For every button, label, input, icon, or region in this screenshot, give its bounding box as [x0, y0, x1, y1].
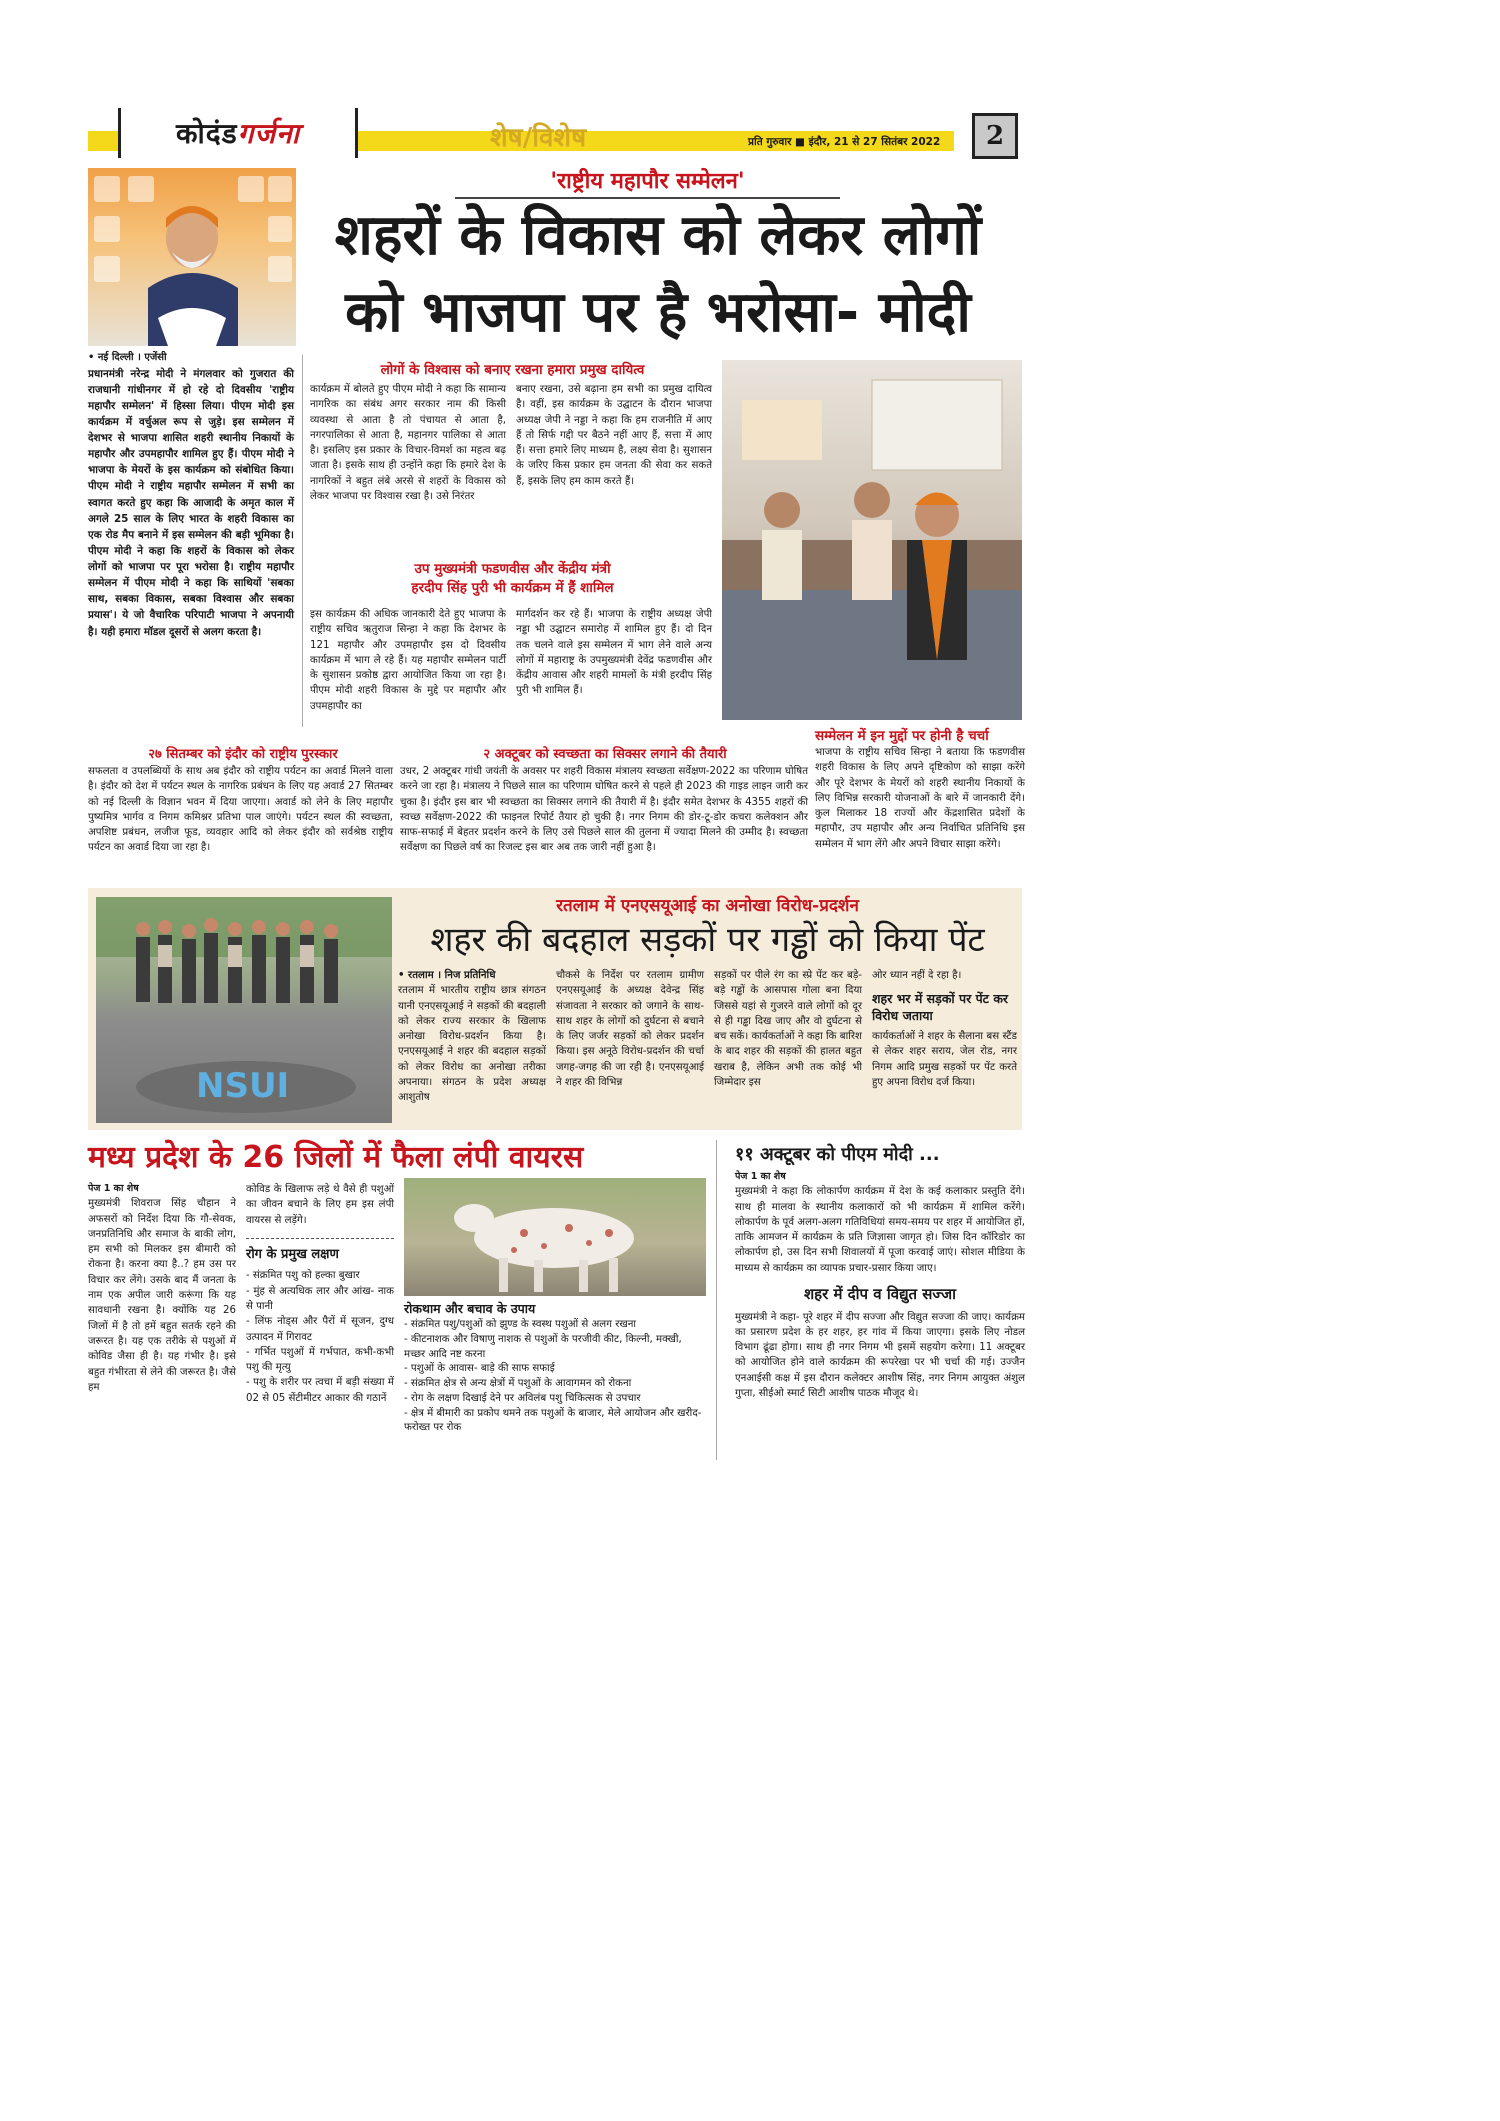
pm-visit-subtitle: शहर में दीप व विद्युत सज्जा	[803, 1285, 957, 1304]
ratlam-headline: शहर की बदहाल सड़कों पर गड्ढों को किया पेंट	[430, 920, 985, 960]
ratlam-kicker: रतलाम में एनएसयूआई का अनोखा विरोध-प्रदर्शन	[556, 896, 859, 916]
prevention-title: रोकथाम और बचाव के उपाय	[404, 1301, 536, 1316]
sub1-title: लोगों के विश्वास को बनाए रखना हमारा प्रमुख दायित्व	[380, 362, 645, 378]
logo-accent: गर्जना	[237, 117, 300, 150]
lumpy-headline: मध्य प्रदेश के 26 जिलों में फैला लंपी वायरस	[88, 1140, 584, 1175]
ratlam-col1-text: रतलाम में भारतीय राष्ट्रीय छात्र संगठन यानी एनएसयूआई ने सड़कों की बदहाली को लेकर राज्य सरकार के खिलाफ अनोखा विरोध-प्रदर्शन किया है। एनएसयूआई ने शहर की बदहाल सड़कों को लेकर विरोध का अनोखा तरीका अपनाया। संगठन के प्रदेश अध्यक्ष आशुतोष	[398, 985, 546, 1104]
ratlam-col4-title: शहर भर में सड़कों पर पेंट कर विरोध जताया	[872, 991, 1009, 1024]
sub1-col2: बनाए रखना, उसे बढ़ाना हम सभी का प्रमुख दायित्व है। वहीं, इस कार्यक्रम के उद्घाटन के दौरान भाजपा अध्यक्ष जेपी ने नड्डा ने कहा कि हम राजनीति में आए हैं तो सिर्फ गद्दी पर बैठने नहीं आए हैं, सत्ता में आए हैं। सत्ता हमारे लिए माध्यम है, लक्ष्य सेवा है। सुशासन के जरिए किस प्रकार हम जनता की सेवा कर सकते हैं, इसके लिए हम काम करते हैं।	[516, 384, 712, 487]
summit-photo	[722, 360, 1022, 720]
road-paint-text: NSUI	[196, 1066, 290, 1106]
pm-visit-continued: पेज 1 का शेष	[735, 1171, 786, 1182]
sub1-col1: कार्यक्रम में बोलते हुए पीएम मोदी ने कहा कि सामान्य नागरिक का संबंध अगर सरकार नाम की किसी व्यवस्था से आता है तो पंचायत से आता है, नगरपालिका से आता है, महानगर पालिका से आता है। इसलिए इस प्रकार के विचार-विमर्श का महत्व बढ़ जाता है। इसके साथ ही उन्होंने कहा कि हमारे देश के नागरिकों ने बहुत लंबे अरसे से शहरों के विकास को लेकर भाजपा पर विश्वास रखा है। उसे निरंतर	[310, 384, 506, 503]
modi-illustration	[88, 168, 296, 346]
symptom-item: - लिंफ नोड्स और पैरों में सूजन, दुग्ध उत्पादन में गिरावट	[246, 1316, 394, 1343]
column-rule	[302, 355, 303, 727]
lead-intro-text: प्रधानमंत्री नरेन्द्र मोदी ने मंगलवार को गुजरात की राजधानी गांधीनगर में हो रहे दो दिवसीय 'राष्ट्रीय महापौर सम्मेलन' में हिस्सा लिया। पीएम मोदी इस कार्यक्रम में वर्चुअल रूप से जुड़े। इस सम्मेलन में देशभर से भाजपा शासित शहरी स्थानीय निकायों के महापौर और उपमहापौर शामिल हुए हैं। पीएम मोदी ने भाजपा के मेयरों के इस कार्यक्रम को संबोधित किया। पीएम मोदी ने राष्ट्रीय महापौर सम्मेलन में सभी का स्वागत करते हुए कहा कि आजादी के अमृत काल में अगले 25 साल के लिए भारत के शहरी विकास का एक रोड मैप बनाने में इस सम्मेलन की बड़ी भूमिका है। पीएम मोदी ने कहा कि शहरों के विकास को लेकर लोगों को भाजपा पर पूरा भरोसा है। राष्ट्रीय महापौर सम्मेलन में पीएम मोदी ने कहा कि साथियों 'सबका साथ, सबका विकास, सबका विश्वास और सबका प्रयास'। ये जो वैचारिक परिपाटी भाजपा ने अपनायी है। यही हमारा मॉडल दूसरों से अलग करता है।	[88, 367, 294, 638]
ratlam-col4	[872, 968, 1017, 1090]
lead-kicker: 'राष्ट्रीय महापौर सम्मेलन'	[455, 165, 840, 199]
ratlam-col4-top: ओर ध्यान नहीं दे रहा है।	[872, 970, 962, 981]
pm-visit-body2: मुख्यमंत्री ने कहा- पूरे शहर में दीप सज्जा और विद्युत सज्जा की जाए। कार्यक्रम का प्रसारण प्रदेश के हर शहर, हर गांव में किया जाएगा। इसके लिए नोडल विभाग ढूंढा होगा। साथ ही नगर निगम भी इसमें सहयोग करेगा। 11 अक्टूबर को आयोजित होने वाले कार्यक्रम की रूपरेखा पर भी चर्चा की गई। उज्जैन एनआईसी कक्ष में इस दौरान कलेक्टर आशीष सिंह, नगर निगम आयुक्त अंशुल गुप्ता, सीईओ स्मार्ट सिटी आशीष पाठक मौजूद थे।	[735, 1311, 1025, 1400]
modi-photo	[88, 168, 296, 346]
indore-award-title: २७ सितम्बर को इंदौर को राष्ट्रीय पुरस्कार	[148, 747, 338, 762]
ratlam-col1	[398, 968, 546, 1106]
prevention-item: - पशुओं के आवास- बाड़े की साफ सफाई	[404, 1363, 555, 1375]
symptom-item: - मुंह से अत्यधिक लार और आंख- नाक से पानी	[246, 1285, 394, 1312]
pm-visit-body1: मुख्यमंत्री ने कहा कि लोकार्पण कार्यक्रम में देश के कई कलाकार प्रस्तुति देंगे। साथ ही मालवा के स्थानीय कलाकारों को भी कार्यक्रम में शामिल करेंगे। लोकार्पण के पूर्व अलग-अलग गतिविधियां समय-समय पर शहर में आयोजित हों, ताकि आमजन में कार्यक्रम के प्रति जिज्ञासा जागृत हो। जिस दिन कॉरिडोर का लोकार्पण हो, उस दिन सभी शिवालयों में पूजा करवाई जाएं। सोशल मीडिया के माध्यम से कार्यक्रम का व्यापक प्रचार-प्रसार किया जाए।	[735, 1186, 1025, 1274]
sub2-col1: इस कार्यक्रम की अधिक जानकारी देते हुए भाजपा के राष्ट्रीय सचिव ऋतुराज सिन्हा ने कहा कि देशभर के 121 महापौर और उपमहापौर इस दो दिवसीय कार्यक्रम में भाग ले रहे हैं। यह महापौर सम्मेलन पार्टी के सुशासन प्रकोष्ठ द्वारा आयोजित किया जा रहा है। पीएम मोदी शहरी विकास के मुद्दे पर महापौर और उपमहापौर का	[310, 609, 506, 712]
sub2-title	[310, 560, 715, 598]
section-label: शेष/विशेष	[490, 123, 587, 153]
prevention-item: - संक्रमित क्षेत्र से अन्य क्षेत्रों में पशुओं के आवागमन को रोकना	[404, 1378, 632, 1390]
ratlam-col3: सड़कों पर पीले रंग का स्प्रे पेंट कर बड़े-बड़े गड्ढों के आसपास गोला बना दिया जिससे यहां से गुजरने वाले लोगों को दूर से ही गड्ढा दिख जाए और वो दुर्घटना से बच सकें। कार्यकर्ताओं ने कहा कि बारिश के बाद शहर की सड़कों की हालत बहुत खराब है, लेकिन अभी तक कोई भी जिम्मेदार इस	[714, 970, 862, 1089]
symptoms-list	[246, 1268, 394, 1406]
prevention-item: - कीटनाशक और विषाणु नाशक से पशुओं के परजीवी कीट, किल्नी, मक्खी, मच्छर आदि नष्ट करना	[404, 1333, 682, 1360]
logo-main: कोदंड	[176, 117, 238, 150]
ratlam-photo	[96, 897, 392, 1123]
lumpy-col1	[88, 1182, 236, 1395]
prevention-item: - संक्रमित पशु/पशुओं को झुण्ड के स्वस्थ पशुओं से अलग रखना	[404, 1319, 636, 1330]
symptom-item: - गर्भित पशुओं में गर्भपात, कभी-कभी पशु की मृत्यु	[246, 1346, 394, 1374]
page-number: 2	[972, 113, 1018, 159]
symptom-item: - पशु के शरीर पर त्वचा में बड़ी संख्या में 02 से 05 सेंटीमीटर आकार की गठानें	[246, 1377, 394, 1404]
cleanliness-body: उधर, 2 अक्टूबर गांधी जयंती के अवसर पर शहरी विकास मंत्रालय स्वच्छता सर्वेक्षण-2022 का परिणाम घोषित करने जा रहा है। मंत्रालय ने पिछले साल का परिणाम घोषित करने से पहले ही 2023 की गाइड लाइन जारी कर चुका है। इंदौर इस बार भी स्वच्छता का सिक्सर लगाने की तैयारी में है। इंदौर समेत देशभर के 4355 शहरों की स्वच्छ सर्वेक्षण-2022 की फाइनल रिपोर्ट तैयार हो चुकी है। नगर निगम की डोर-टू-डोर कचरा कलेक्शन और साफ-सफाई में बेहतर प्रदर्शन करने के लिए उसे पिछले साल की तुलना में ज्यादा मिलने की उम्मीद है। स्वच्छता सर्वेक्षण का पिछले वर्ष का रिजल्ट इस बार अब तक जारी नहीं हुआ है।	[400, 766, 808, 854]
symptom-item: - संक्रमित पशु को हल्का बुखार	[246, 1270, 360, 1282]
symptoms-title: रोग के प्रमुख लक्षण	[246, 1238, 394, 1265]
lumpy-col2	[246, 1182, 394, 1406]
issue-date: प्रति गुरुवार ■ इंदौर, 21 से 27 सितंबर 2022	[748, 136, 941, 148]
indore-award-body: सफलता व उपलब्धियों के साथ अब इंदौर को राष्ट्रीय पर्यटन का अवार्ड मिलने वाला है। इंदौर को देश में पर्यटन स्थल के नागरिक प्रबंधन के लिए यह अवार्ड 27 सितम्बर को नई दिल्ली के विज्ञान भवन में दिया जाएगा। अवार्ड को लेने के लिए महापौर पुष्यमित्र भार्गव व निगम कमिश्नर प्रतिभा पाल जाएंगे। पर्यटन स्थल की स्वच्छता, अपशिष्ट प्रबंधन, लजीज फूड, व्यवहार आदि को लेकर इंदौर को सर्वश्रेष्ठ राष्ट्रीय पर्यटन का अवार्ड दिया जा रहा है।	[88, 766, 393, 854]
sub3-body: भाजपा के राष्ट्रीय सचिव सिन्हा ने बताया कि फडणवीस शहरी विकास के लिए अपने दृष्टिकोण को साझा करेंगे और पूरे देशभर के मेयरों को शहरी स्थानीय निकायों के लिए विभिन्न सरकारी योजनाओं के बारे में जानकारी देंगे। कुल मिलाकर 18 राज्यों और केंद्रशासित प्रदेशों के महापौर, उप महापौर और अन्य निर्वाचित प्रतिनिधि इस सम्मेलन में भाग लेंगे और अपने विचार साझा करेंगे।	[815, 747, 1025, 850]
sub3-title: सम्मेलन में इन मुद्दों पर होनी है चर्चा	[815, 728, 989, 744]
ratlam-col2: चौकसे के निर्देश पर रतलाम ग्रामीण एनएसयूआई के अध्यक्ष देवेन्द्र सिंह संजावता ने सरकार को जगाने के साथ-साथ शहर के लोगों को दुर्घटना से बचाने के लिए जर्जर सड़कों को लेकर प्रदर्शन किया। इस अनूठे विरोध-प्रदर्शन की चर्चा जगह-जगह की जा रही है। एनएसयूआई ने शहर की विभिन्न	[556, 970, 704, 1089]
ratlam-col4-body: कार्यकर्ताओं ने शहर के सैलाना बस स्टैंड से लेकर शहर सराय, जेल रोड, नगर निगम आदि प्रमुख सड़कों पर पेंट करते हुए अपना विरोध दर्ज किया।	[872, 1031, 1017, 1088]
ratlam-illustration	[96, 897, 392, 1123]
prevention-item: - रोग के लक्षण दिखाई देने पर अविलंब पशु चिकित्सक से उपचार	[404, 1392, 641, 1404]
lead-headline-line1: शहरों के विकास को लेकर लोगों	[334, 203, 982, 268]
column-rule	[716, 1140, 717, 1460]
cow-illustration	[404, 1178, 706, 1296]
prevention-item: - क्षेत्र में बीमारी का प्रकोप थमने तक पशुओं के बाजार, मेले आयोजन और खरीद-फरोख्त पर रोक	[404, 1407, 702, 1434]
cleanliness-title: २ अक्टूबर को स्वच्छता का सिक्सर लगाने की तैयारी	[483, 747, 727, 762]
pm-visit-body	[735, 1170, 1025, 1401]
newspaper-logo	[118, 108, 358, 158]
lumpy-continued: पेज 1 का शेष	[88, 1183, 139, 1194]
pm-visit-headline: ११ अक्टूबर को पीएम मोदी ...	[735, 1144, 940, 1165]
cow-photo	[404, 1178, 706, 1296]
lead-dateline: • नई दिल्ली । एजेंसी	[88, 352, 167, 363]
sub2-title-line2: हरदीप सिंह पुरी भी कार्यक्रम में हैं शामिल	[411, 579, 614, 596]
lead-headline-line2: को भाजपा पर है भरोसा- मोदी	[345, 280, 971, 345]
sub2-title-line1: उप मुख्यमंत्री फडणवीस और केंद्रीय मंत्री	[414, 561, 611, 577]
ratlam-dateline: • रतलाम । निज प्रतिनिधि	[398, 970, 496, 981]
logo-text	[176, 114, 300, 152]
lumpy-col2-top: कोविड के खिलाफ लड़े थे वैसे ही पशुओं का जीवन बचाने के लिए हम इस लंपी वायरस से लड़ेंगे।	[246, 1184, 394, 1226]
summit-illustration	[722, 360, 1022, 720]
sub2-col2: मार्गदर्शन कर रहे हैं। भाजपा के राष्ट्रीय अध्यक्ष जेपी नड्डा भी उद्घाटन समारोह में शामिल हुए हैं। दो दिन तक चलने वाले इस सम्मेलन में भाग लेने वाले अन्य लोगों में महाराष्ट्र के उपमुख्यमंत्री देवेंद्र फडणवीस और केंद्रीय आवास और शहरी मामलों के मंत्री हरदीप सिंह पुरी भी शामिल हैं।	[516, 609, 712, 697]
lumpy-col1-text: मुख्यमंत्री शिवराज सिंह चौहान ने अफसरों को निर्देश दिया कि गौ-सेवक, जनप्रतिनिधि और समाज के बाकी लोग, हम सभी को मिलकर इस बीमारी को रोकना है। करना क्या है..? हम उस पर विचार कर लेंगे। उसके बाद मैं जनता के नाम एक अपील जारी करूंगा कि यह सावधानी रखना है। क्योंकि यह 26 जिलों में है तो हमें बहुत सतर्क रहने की जरूरत है। यह एक तरीके से पशुओं में कोविड जैसा ही है। यह गंभीर है। इसे बहुत गंभीरता से लेने की जरूरत है। जैसे हम	[88, 1198, 236, 1393]
prevention-list	[404, 1318, 706, 1436]
lead-intro-column	[88, 350, 294, 640]
